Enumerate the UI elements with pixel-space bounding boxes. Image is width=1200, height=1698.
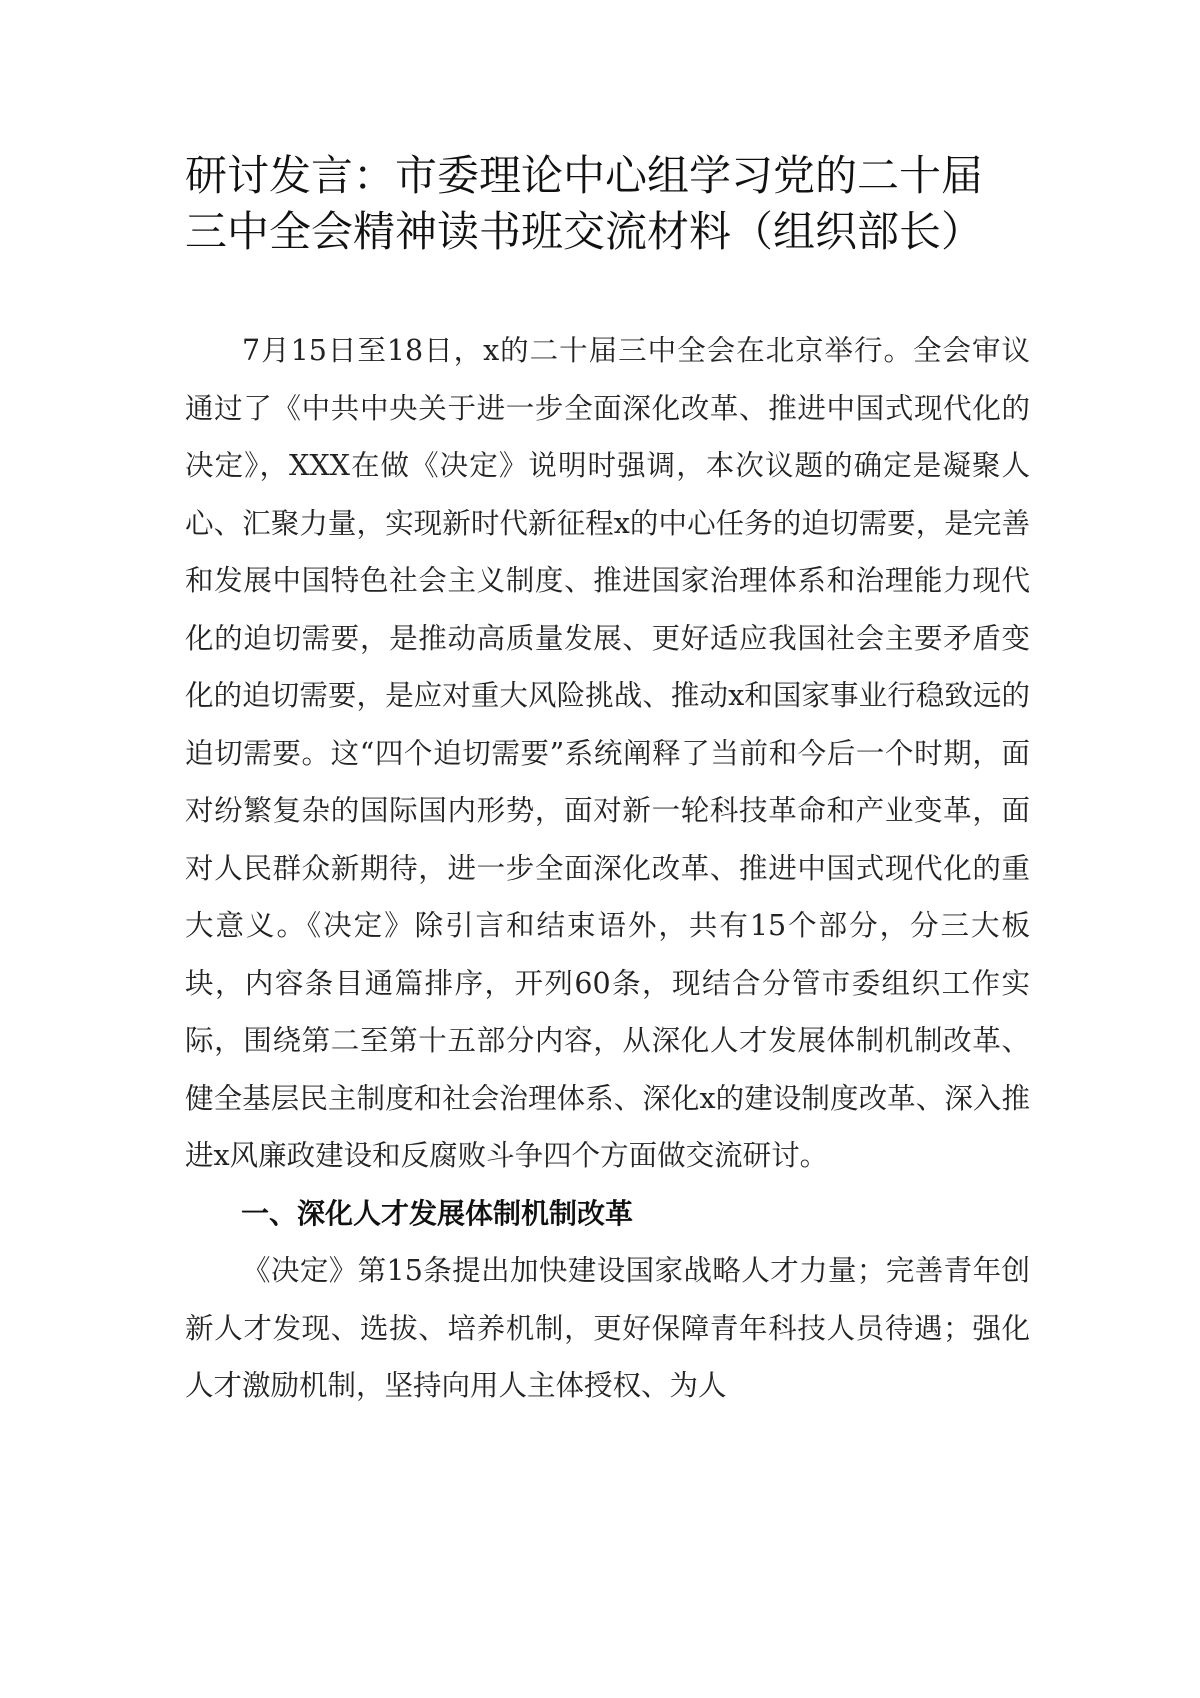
paragraph-intro: 7月15日至18日，x的二十届三中全会在北京举行。全会审议通过了《中共中央关于进一步全面深化改革、推进中国式现代化的决定》，XXX在做《决定》说明时强调，本次议题的确定是凝聚人心、汇聚力量，实现新时代新征程x的中心任务的迫切需要，是完善和发展中国特色社会主义制度、推进国家治理体系和治理能力现代化的迫切需要，是推动高质量发展、更好适应我国社会主要矛盾变化的迫切需要，是应对重大风险挑战、推动x和国家事业行稳致远的迫切需要。这“四个迫切需要”系统阐释了当前和今后一个时期，面对纷繁复杂的国际国内形势，面对新一轮科技革命和产业变革，面对人民群众新期待，进一步全面深化改革、推进中国式现代化的重大意义。《决定》除引言和结束语外，共有15个部分，分三大板块，内容条目通篇排序，开列60条，现结合分管市委组织工作实际，围绕第二至第十五部分内容，从深化人才发展体制机制改革、健全基层民主制度和社会治理体系、深化x的建设制度改革、深入推进x风廉政建设和反腐败斗争四个方面做交流研讨。 [185,334,1030,1172]
document-body [185,322,1030,1415]
title-line-2: 三中全会精神读书班交流材料（组织部长） [185,207,984,256]
section-heading-1: 一、深化人才发展体制机制改革 [241,1196,634,1230]
paragraph-section-1: 《决定》第15条提出加快建设国家战略人才力量；完善青年创新人才发现、选拔、培养机制，更好保障青年科技人员待遇；强化人才激励机制，坚持向用人主体授权、为人 [185,1254,1030,1402]
document-title [185,148,1045,260]
title-line-1: 研讨发言：市委理论中心组学习党的二十届 [185,151,984,200]
